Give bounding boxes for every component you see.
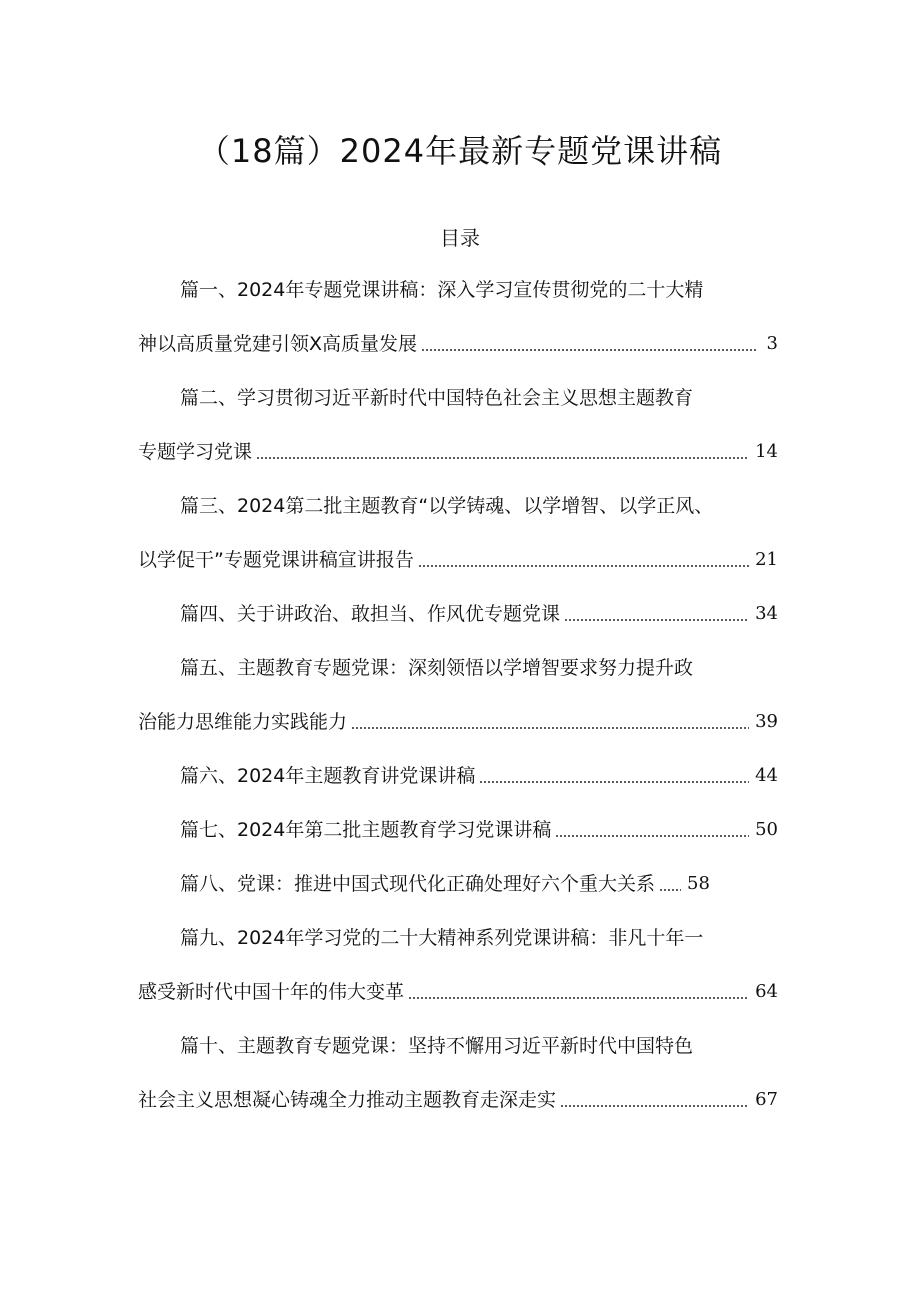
page-number: 21 <box>755 549 778 570</box>
document-title: （18篇）2024年最新专题党课讲稿 <box>197 132 723 170</box>
toc-entry-2-line2[interactable] <box>138 435 778 469</box>
toc-entry-2-line1[interactable] <box>180 381 693 415</box>
toc-entry-text: 篇八、党课：推进中国式现代化正确处理好六个重大关系 <box>180 873 656 895</box>
toc-entry-text: 感受新时代中国十年的伟大变革 <box>138 981 405 1003</box>
dot-leader <box>256 457 749 459</box>
toc-entry-4[interactable] <box>180 597 778 631</box>
dot-leader <box>418 565 749 567</box>
toc-entry-8[interactable] <box>180 867 740 901</box>
dot-leader <box>659 889 681 891</box>
dot-leader <box>564 619 749 621</box>
toc-entry-text: 篇九、2024年学习党的二十大精神系列党课讲稿：非凡十年一 <box>180 927 704 949</box>
toc-heading: 目录 <box>440 226 480 250</box>
page-number: 64 <box>755 981 778 1002</box>
dot-leader <box>555 835 749 837</box>
toc-entry-text: 篇五、主题教育专题党课：深刻领悟以学增智要求努力提升政 <box>180 657 694 679</box>
toc-entry-1-line2[interactable] <box>138 327 778 361</box>
page-number: 3 <box>766 333 778 354</box>
toc-entry-9-line2[interactable] <box>138 975 778 1009</box>
toc-entry-text: 篇一、2024年专题党课讲稿：深入学习宣传贯彻党的二十大精 <box>180 279 704 301</box>
dot-leader <box>479 781 749 783</box>
page-number: 67 <box>755 1089 778 1110</box>
toc-entry-10-line1[interactable] <box>180 1029 693 1063</box>
toc-entry-text: 治能力思维能力实践能力 <box>138 711 348 733</box>
toc-entry-9-line1[interactable] <box>180 921 703 955</box>
page-number: 39 <box>755 711 778 732</box>
page-number: 58 <box>687 873 710 894</box>
toc-entry-text: 篇七、2024年第二批主题教育学习党课讲稿 <box>180 819 552 841</box>
dot-leader <box>560 1105 749 1107</box>
toc-entry-text: 篇十、主题教育专题党课：坚持不懈用习近平新时代中国特色 <box>180 1035 694 1057</box>
toc-entry-3-line1[interactable] <box>180 489 713 523</box>
page-number: 44 <box>755 765 778 786</box>
toc-entry-10-line2[interactable] <box>138 1083 778 1117</box>
dot-leader <box>351 727 749 729</box>
toc-entry-text: 以学促干”专题党课讲稿宣讲报告 <box>138 549 414 571</box>
toc-entry-7[interactable] <box>180 813 778 847</box>
dot-leader <box>408 997 749 999</box>
toc-entry-text: 篇四、关于讲政治、敢担当、作风优专题党课 <box>180 603 561 625</box>
dot-leader <box>421 349 758 351</box>
toc-entry-text: 社会主义思想凝心铸魂全力推动主题教育走深走实 <box>138 1089 557 1111</box>
toc-entry-text: 神以高质量党建引领X高质量发展 <box>138 333 418 355</box>
page-number: 50 <box>755 819 778 840</box>
page-number: 14 <box>755 441 778 462</box>
toc-entry-3-line2[interactable] <box>138 543 778 577</box>
page-number: 34 <box>755 603 778 624</box>
toc-entry-text: 篇二、学习贯彻习近平新时代中国特色社会主义思想主题教育 <box>180 387 694 409</box>
toc-entry-text: 篇三、2024第二批主题教育“以学铸魂、以学增智、以学正风、 <box>180 495 714 517</box>
toc-entry-6[interactable] <box>180 759 778 793</box>
toc-entry-text: 篇六、2024年主题教育讲党课讲稿 <box>180 765 476 787</box>
toc-entry-text: 专题学习党课 <box>138 441 253 463</box>
toc-entry-5-line1[interactable] <box>180 651 693 685</box>
toc-entry-1-line1[interactable] <box>180 273 703 307</box>
toc-entry-5-line2[interactable] <box>138 705 778 739</box>
